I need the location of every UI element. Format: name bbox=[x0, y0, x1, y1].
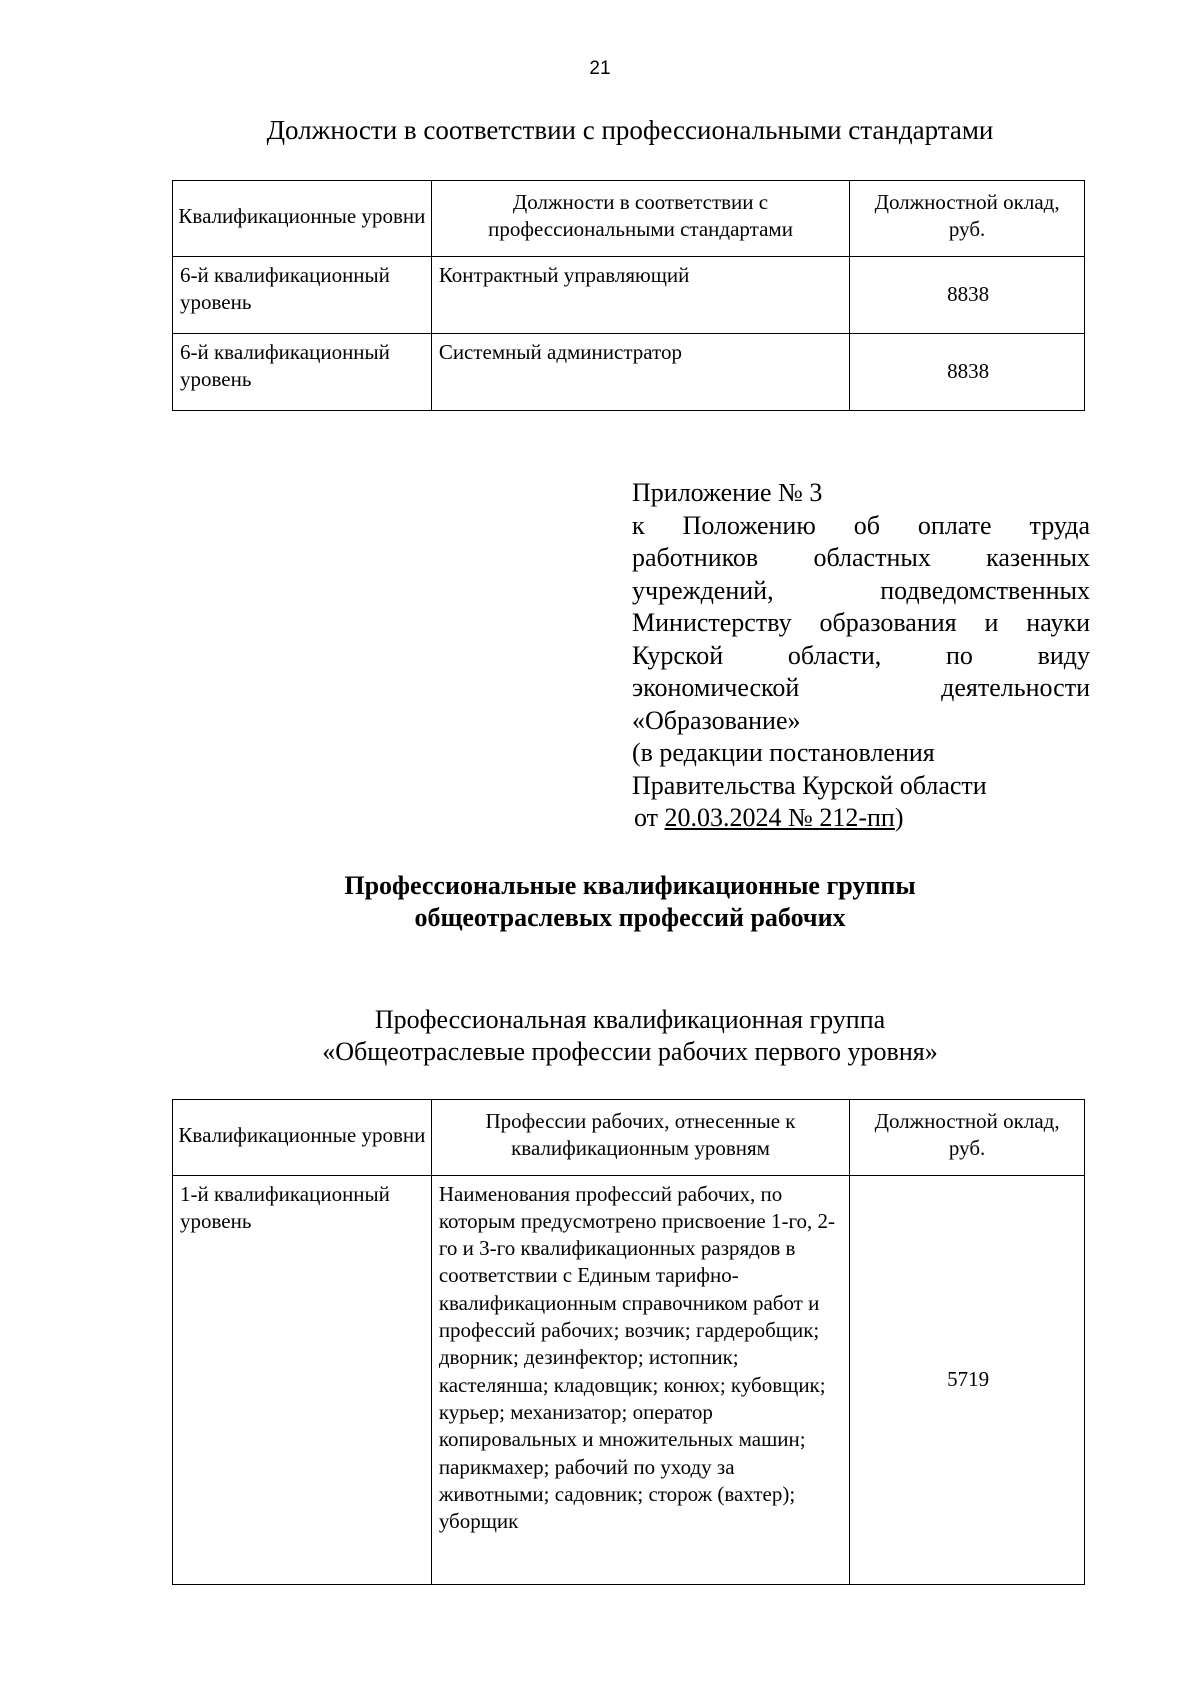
appendix-line: к Положению об оплате труда bbox=[632, 510, 1090, 540]
table-header-row bbox=[173, 1100, 1085, 1176]
positions-table bbox=[172, 180, 1085, 411]
table-row bbox=[173, 256, 1085, 333]
appendix-line: учреждений, подведомственных bbox=[632, 575, 1090, 605]
level-cell: 1-й квалификационный уровень bbox=[173, 1175, 432, 1584]
appendix-line: экономической деятельности bbox=[632, 673, 1090, 702]
appendix-block bbox=[632, 477, 1090, 835]
column-header: Должностной оклад, руб. bbox=[850, 181, 1085, 257]
appendix-line: «Образование» bbox=[632, 705, 801, 735]
position-cell: Системный администратор bbox=[431, 333, 849, 410]
main-heading-line: Профессиональные квалификационные группы bbox=[344, 871, 916, 900]
column-header: Должности в соответствии с профессиональными стандартами bbox=[431, 181, 849, 257]
column-header: Квалификационные уровни bbox=[173, 1100, 432, 1176]
date-prefix: от bbox=[634, 803, 659, 832]
group-heading bbox=[0, 1004, 1200, 1068]
level-cell: 6-й квалификационный уровень bbox=[173, 256, 432, 333]
section-title: Должности в соответствии с профессиональными стандартами bbox=[266, 115, 994, 145]
appendix-line: Министерству образования и науки bbox=[632, 608, 1090, 637]
group-heading-line: «Общеотраслевые профессии рабочих первого уровня» bbox=[322, 1037, 938, 1066]
column-header: Квалификационные уровни bbox=[173, 181, 432, 257]
salary-cell: 8838 bbox=[850, 333, 1085, 410]
professions-table bbox=[172, 1099, 1085, 1585]
group-heading-line: Профессиональная квалификационная группа bbox=[374, 1005, 886, 1034]
column-header: Должностной оклад, руб. bbox=[850, 1100, 1085, 1176]
table-row bbox=[173, 1175, 1085, 1584]
decree-date: 20.03.2024 № bbox=[664, 803, 813, 832]
appendix-line: работников областных казенных bbox=[632, 543, 1090, 572]
professions-cell: Наименования профессий рабочих, по которым предусмотрено присвоение 1-го, 2-го и 3-го квалификационных разрядов в соответствии с Единым тарифно-квалификационным справочником работ и профессий рабочих; возчик; гардеробщик; дворник; дезинфектор; истопник; кастелянша; кладовщик; конюх; кубовщик; курьер; механизатор; оператор копировальных и множительных машин; парикмахер; рабочий по уходу за животными; садовник; сторож (вахтер); уборщик bbox=[431, 1175, 849, 1584]
appendix-edition: (в редакции постановления bbox=[632, 738, 935, 767]
page-number: 21 bbox=[589, 58, 611, 79]
appendix-title: Приложение № 3 bbox=[632, 478, 823, 507]
appendix-date-line: от 20.03.2024 № 212-пп) bbox=[634, 803, 904, 832]
column-header: Профессии рабочих, отнесенные к квалификационным уровням bbox=[431, 1100, 849, 1176]
salary-cell: 8838 bbox=[850, 256, 1085, 333]
main-heading bbox=[0, 870, 1200, 934]
table-header-row bbox=[173, 181, 1085, 257]
appendix-line: Курской области, по виду bbox=[632, 640, 1090, 670]
main-heading-line: общеотраслевых профессий рабочих bbox=[414, 903, 846, 932]
position-cell: Контрактный управляющий bbox=[431, 256, 849, 333]
decree-number: 212-пп bbox=[819, 803, 895, 832]
salary-cell: 5719 bbox=[850, 1175, 1085, 1584]
appendix-edition: Правительства Курской области bbox=[632, 770, 987, 800]
table-row bbox=[173, 333, 1085, 410]
level-cell: 6-й квалификационный уровень bbox=[173, 333, 432, 410]
